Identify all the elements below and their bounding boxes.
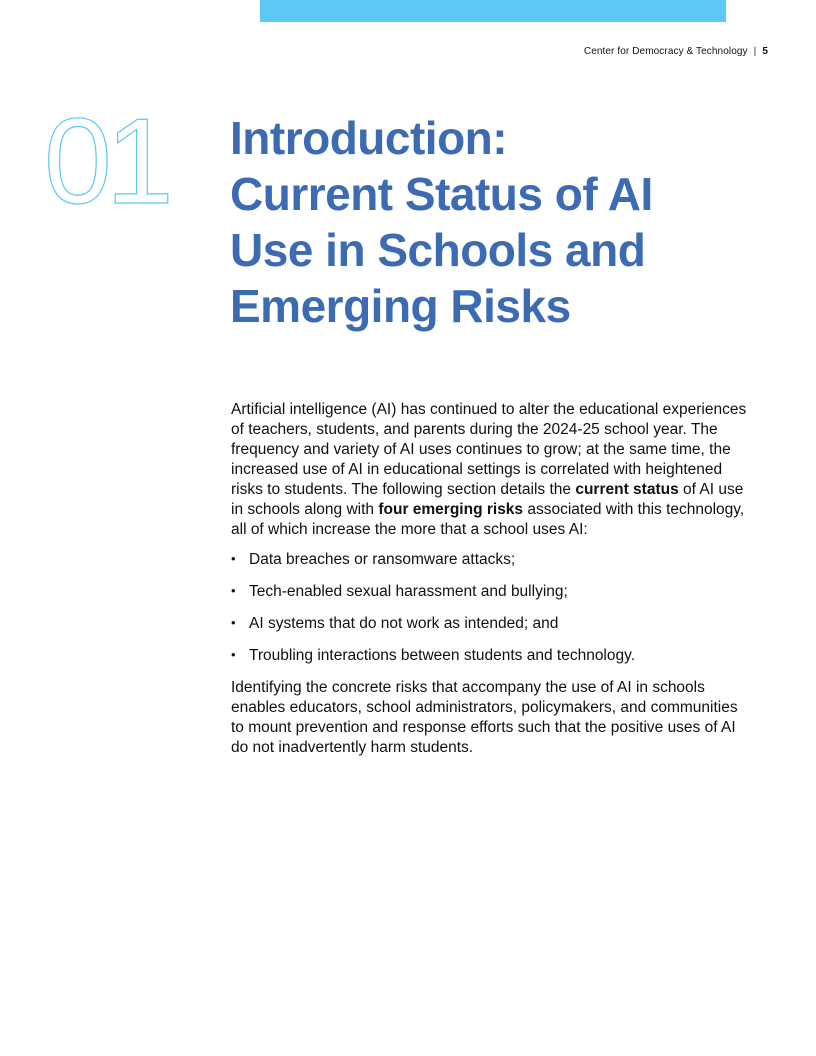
title-line: Introduction: — [230, 112, 508, 164]
body-section — [231, 400, 751, 758]
header-separator: | — [753, 46, 757, 57]
risk-list — [231, 550, 751, 666]
intro-text-a: Artificial intelligence (AI) has continued to alter the educational experiences of teachers, students, and parents during the 2024-25 school year. The frequency and variety of AI uses continues to grow; at the same time, the increased use of AI in educational settings is correlated with heightened risks to students. The following section details the — [231, 401, 747, 498]
page-number: 5 — [762, 46, 768, 57]
intro-paragraph — [231, 400, 751, 540]
closing-paragraph: Identifying the concrete risks that accompany the use of AI in schools enables educators, school administrators, policymakers, and communities to mount prevention and response efforts such that the positive uses of AI do not inadvertently harm students. — [231, 679, 738, 756]
list-item: • AI systems that do not work as intended; and — [231, 614, 751, 634]
running-header — [584, 46, 768, 57]
intro-text-c: associated with this technology, all of which increase the more that a school uses AI: — [231, 501, 745, 538]
chapter-number: 01 — [44, 93, 168, 229]
list-item: • Troubling interactions between students and technology. — [231, 646, 751, 666]
list-item: • Data breaches or ransomware attacks; — [231, 550, 751, 570]
intro-bold-current-status: current status — [575, 481, 679, 498]
header-org: Center for Democracy & Technology — [583, 46, 748, 57]
intro-text-b: of AI use in schools along with — [231, 481, 744, 518]
chapter-title — [230, 110, 750, 334]
title-line: Use in Schools and — [230, 224, 646, 276]
top-accent-bar — [260, 0, 726, 22]
list-item: • Tech-enabled sexual harassment and bullying; — [231, 582, 751, 602]
intro-bold-four-risks: four emerging risks — [378, 501, 524, 518]
title-line: Current Status of AI — [230, 168, 653, 220]
title-line: Emerging Risks — [230, 280, 571, 332]
